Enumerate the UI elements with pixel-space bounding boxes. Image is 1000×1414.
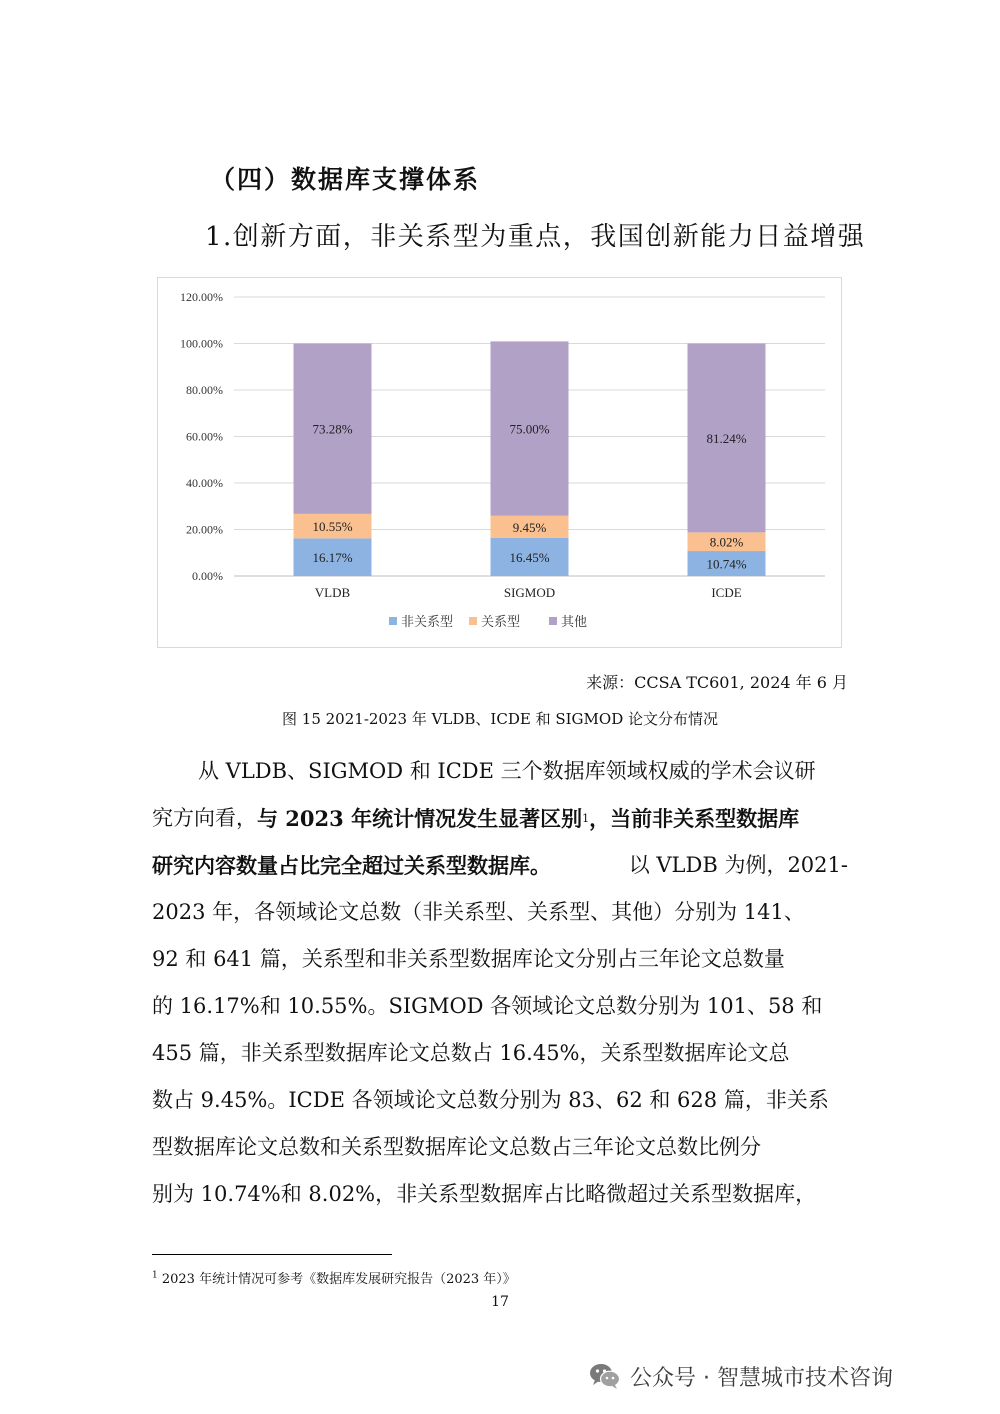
sub-heading: 1.创新方面，非关系型为重点，我国创新能力日益增强 (205, 222, 866, 252)
body-paragraph (152, 748, 848, 1218)
data-label: 8.02% (709, 534, 744, 550)
bold-text: 与 2023 年统计情况发生显著区别 (257, 806, 583, 831)
paragraph-line (152, 889, 848, 936)
legend-swatch (389, 617, 397, 625)
data-label: 75.00% (509, 421, 550, 437)
paragraph-line (152, 1030, 848, 1077)
footnote (152, 1268, 516, 1287)
paragraph-line (152, 748, 848, 795)
legend-label: 非关系型 (401, 615, 454, 630)
footnote-text: 2023 年统计情况可参考《数据库发展研究报告（2023 年）》 (157, 1272, 516, 1287)
data-label: 9.45% (512, 519, 547, 535)
x-tick-label: ICDE (711, 585, 742, 600)
footnote-ref[interactable]: 1 (582, 812, 590, 825)
watermark (588, 1356, 893, 1396)
legend-label: 其他 (561, 615, 588, 630)
source-note: 来源：CCSA TC601, 2024 年 6 月 (586, 673, 848, 692)
legend-label: 关系型 (481, 615, 521, 630)
y-tick-label: 120.00% (180, 290, 223, 304)
paragraph-line (152, 795, 848, 842)
figure-caption: 图 15 2021-2023 年 VLDB、ICDE 和 SIGMOD 论文分布情况 (282, 710, 718, 728)
line-text: 究方向看， (152, 806, 257, 830)
line-text: 455 篇，非关系型数据库论文总数占 16.45%，关系型数据库论文总 (152, 1041, 790, 1065)
data-label: 10.55% (312, 519, 353, 535)
data-label: 16.45% (509, 549, 550, 565)
line-text: 2023 年，各领域论文总数（非关系型、关系型、其他）分别为 141、 (152, 900, 805, 924)
page-number: 17 (491, 1294, 509, 1310)
y-tick-label: 40.00% (186, 476, 223, 490)
paragraph-line (152, 983, 848, 1030)
y-tick-label: 0.00% (192, 569, 223, 583)
paragraph-line (152, 1171, 848, 1218)
line-text: 以 VLDB 为例，2021- (628, 853, 848, 877)
paragraph-line (152, 1077, 848, 1124)
data-label: 16.17% (312, 550, 353, 566)
bold-text: ，当前非关系型数据库 (589, 806, 800, 831)
bold-text: 研究内容数量占比完全超过关系型数据库。 (152, 853, 551, 878)
y-tick-label: 80.00% (186, 383, 223, 397)
line-text: 从 VLDB、SIGMOD 和 ICDE 三个数据库领域权威的学术会议研 (198, 759, 816, 783)
y-tick-label: 60.00% (186, 429, 223, 444)
data-label: 73.28% (312, 421, 353, 437)
x-tick-label: SIGMOD (503, 585, 556, 600)
y-tick-label: 20.00% (186, 522, 223, 537)
data-label: 10.74% (706, 556, 747, 572)
paragraph-line (152, 842, 848, 889)
paragraph-line (152, 1124, 848, 1171)
data-label: 81.24% (706, 430, 747, 446)
line-text: 的 16.17%和 10.55%。SIGMOD 各领域论文总数分别为 101、58 和 (152, 994, 823, 1018)
paragraph-line (152, 936, 848, 983)
legend-swatch (469, 617, 477, 625)
line-text: 型数据库论文总数和关系型数据库论文总数占三年论文总数比例分 (152, 1135, 761, 1159)
footnote-divider (152, 1254, 392, 1255)
stacked-bar-chart (157, 277, 842, 648)
y-tick-label: 100.00% (180, 336, 223, 351)
watermark-text: 公众号 · 智慧城市技术咨询 (630, 1365, 893, 1391)
line-text: 92 和 641 篇，关系型和非关系型数据库论文分别占三年论文总数量 (152, 947, 785, 971)
line-text: 别为 10.74%和 8.02%，非关系型数据库占比略微超过关系型数据库， (152, 1182, 817, 1206)
footnote-mark: 1 (152, 1270, 158, 1281)
section-heading: （四）数据库支撑体系 (210, 165, 481, 194)
line-text: 数占 9.45%。ICDE 各领域论文总数分别为 83、62 和 628 篇，非关系 (152, 1088, 829, 1112)
legend-swatch (549, 617, 557, 625)
wechat-icon (588, 1359, 622, 1393)
x-tick-label: VLDB (314, 585, 351, 600)
